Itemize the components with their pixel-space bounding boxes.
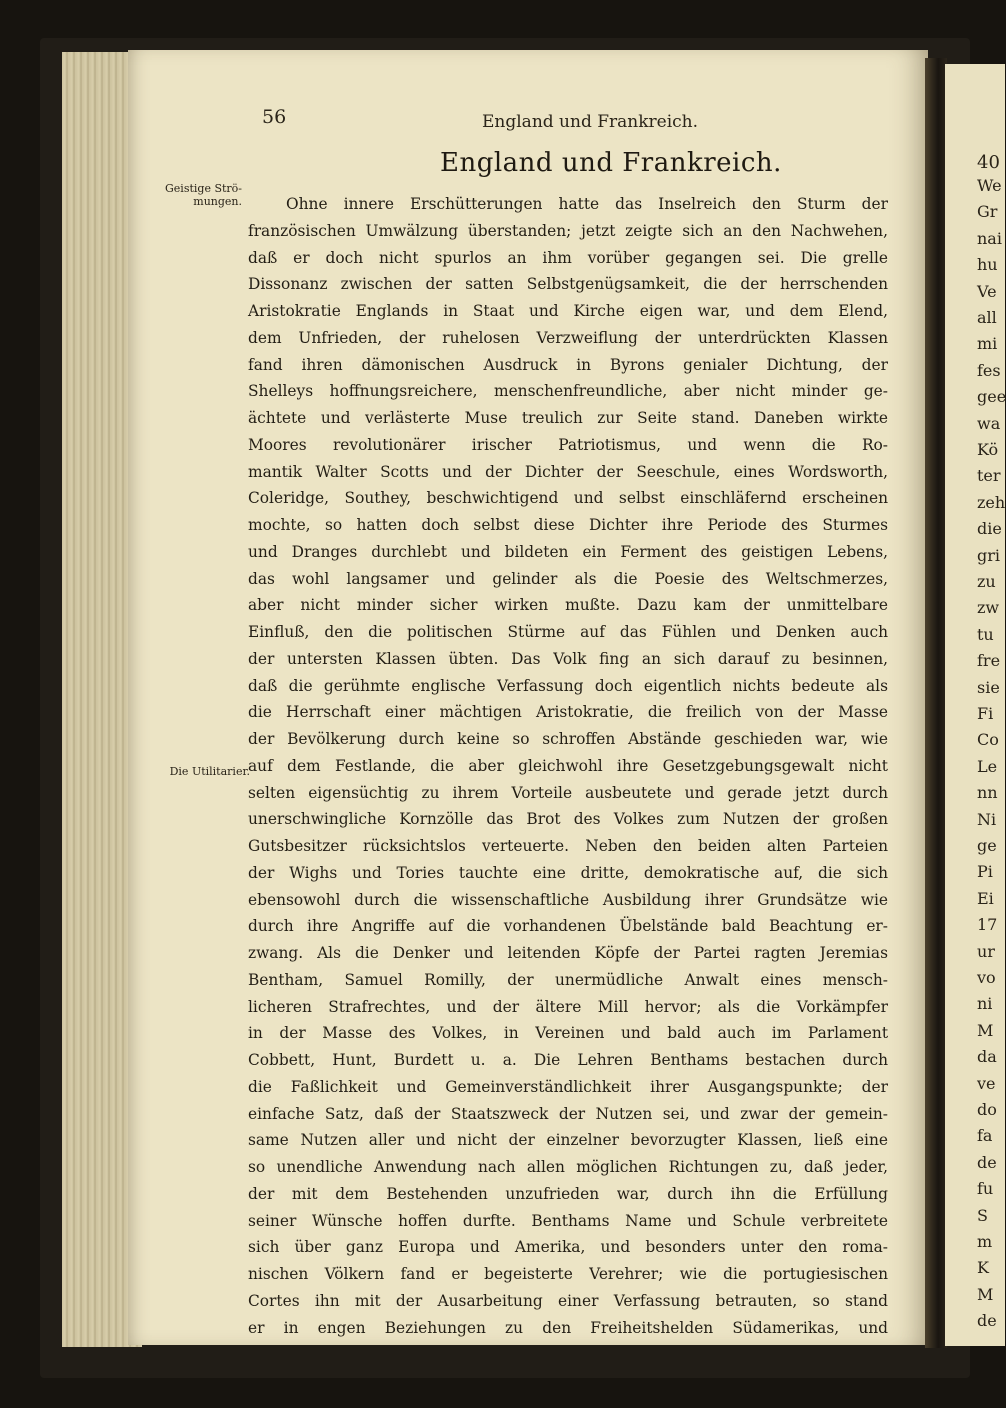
text-line: seiner Wünsche hoffen durfte. Benthams Name und Schule verbreitete [248, 1211, 888, 1230]
next-page-fragment: ur [977, 941, 995, 961]
next-page-fragment: ve [977, 1073, 996, 1093]
next-page-fragment: Pi [977, 862, 993, 882]
next-page-fragment: Co [977, 730, 999, 750]
page-number: 56 [262, 106, 287, 128]
next-page-fragment: 17 [977, 915, 998, 935]
text-line: einfache Satz, daß der Staatszweck der Nutzen sei, und zwar der gemein- [248, 1104, 888, 1123]
chapter-title: England und Frankreich. [440, 148, 782, 178]
text-line: er in engen Beziehungen zu den Freiheitshelden Südamerikas, und [248, 1318, 888, 1337]
text-line: same Nutzen aller und nicht der einzelner bevorzugter Klassen, ließ eine [248, 1131, 888, 1150]
next-page-fragment: M [977, 1284, 994, 1304]
text-line: ebensowohl durch die wissenschaftliche Ausbildung ihrer Grundsätze wie [248, 890, 888, 909]
text-line: zwang. Als die Denker und leitenden Köpfe der Partei ragten Jeremias [248, 944, 888, 962]
next-page-fragment: zw [977, 598, 1000, 618]
text-line: auf dem Festlande, die aber gleichwohl ihre Gesetzgebungsgewalt nicht [248, 756, 888, 775]
text-line: Ohne innere Erschütterungen hatte das Inselreich den Sturm der [286, 195, 888, 213]
text-line: der mit dem Bestehenden unzufrieden war, durch ihn die Erfüllung [248, 1184, 888, 1203]
text-line: mochte, so hatten doch selbst diese Dichter ihre Periode des Sturmes [248, 516, 888, 534]
text-line: Cortes ihn mit der Ausarbeitung einer Verfassung betrauten, so stand [248, 1291, 888, 1310]
text-line: Shelleys hoffnungsreichere, menschenfreundliche, aber nicht minder ge- [248, 382, 888, 401]
text-line: dem Unfrieden, der ruhelosen Verzweiflung der unterdrückten Klassen [248, 328, 888, 347]
text-line: Gutsbesitzer rücksichtslos verteuerte. Neben den beiden alten Parteien [248, 837, 888, 855]
next-page-fragment: K [977, 1258, 989, 1278]
text-line: daß er doch nicht spurlos an ihm vorüber gegangen sei. Die grelle [248, 248, 888, 267]
text-line: nischen Völkern fand er begeisterte Verehrer; wie die portugiesischen [248, 1265, 888, 1283]
next-page-fragment: gee [977, 387, 1006, 407]
next-page-fragment: zeh [977, 492, 1006, 512]
next-page-fragment: Fi [977, 704, 994, 723]
text-line: aber nicht minder sicher wirken mußte. Dazu kam der unmittelbare [248, 596, 888, 615]
next-page-fragment: de [977, 1152, 997, 1172]
next-page-fragment: tu [977, 624, 994, 644]
text-line: Einfluß, den die politischen Stürme auf das Fühlen und Denken auch [248, 623, 888, 641]
next-page-fragment: nn [977, 783, 998, 803]
next-page-fragment: hu [977, 255, 998, 275]
text-line: so unendliche Anwendung nach allen möglichen Richtungen zu, daß jeder, [248, 1158, 888, 1176]
next-page-fragment: m [977, 1232, 993, 1251]
margin-note-geistige-stroemungen: Geistige Strö-mungen. [165, 182, 242, 208]
next-page-fragment: M [977, 1020, 994, 1040]
text-line: und Dranges durchlebt und bildeten ein Ferment des geistigen Lebens, [248, 542, 888, 561]
text-line: die Faßlichkeit und Gemeinverständlichkeit ihrer Ausgangspunkte; der [248, 1077, 888, 1096]
next-page-fragment: ni [977, 994, 993, 1014]
text-line: der untersten Klassen übten. Das Volk fing an sich darauf zu besinnen, [248, 649, 888, 668]
text-line: fand ihren dämonischen Ausdruck in Byrons genialer Dichtung, der [248, 355, 888, 374]
next-page-fragment: S [977, 1205, 988, 1225]
next-page-fragment: de [977, 1311, 997, 1331]
next-page-fragment: Ve [977, 281, 997, 301]
next-page-fragment: wa [977, 413, 1001, 433]
running-head: England und Frankreich. [482, 112, 699, 132]
next-page-fragment: sie [977, 677, 1000, 697]
text-line: ächtete und verlästerte Muse treulich zur Seite stand. Daneben wirkte [248, 409, 888, 427]
text-line: der Wighs und Tories tauchte eine dritte, demokratische auf, die sich [248, 863, 888, 882]
next-page-fragment: all [977, 308, 997, 327]
next-page-fragment: fre [977, 651, 1001, 671]
next-page-fragment: die [977, 519, 1002, 539]
next-page-fragment: Ni [977, 809, 997, 829]
text-line: der Bevölkerung durch keine so schroffen Abstände geschieden war, wie [248, 730, 888, 748]
text-line: Moores revolutionärer irischer Patriotismus, und wenn die Ro- [248, 435, 888, 454]
text-line: unerschwingliche Kornzölle das Brot des Volkes zum Nutzen der großen [248, 810, 888, 829]
next-page-fragment: gri [977, 545, 1001, 565]
next-page-fragment: mi [977, 334, 998, 354]
next-page-fragment: zu [977, 572, 996, 591]
text-line: Aristokratie Englands in Staat und Kirche eigen war, und dem Elend, [248, 302, 888, 320]
text-line: französischen Umwälzung überstanden; jetzt zeigte sich an den Nachwehen, [248, 221, 888, 240]
text-line: licheren Strafrechtes, und der ältere Mill hervor; als die Vorkämpfer [248, 997, 888, 1016]
next-page-fragment: Ei [977, 888, 994, 908]
text-line: das wohl langsamer und gelinder als die Poesie des Weltschmerzes, [248, 569, 888, 588]
next-page-fragment: do [977, 1100, 997, 1119]
next-page-fragment: We [977, 176, 1002, 195]
text-line: die Herrschaft einer mächtigen Aristokratie, die freilich von der Masse [248, 703, 888, 722]
text-line: in der Masse des Volkes, in Vereinen und bald auch im Parlament [248, 1024, 888, 1043]
next-page-fragment: Le [977, 756, 998, 776]
text-line: Cobbett, Hunt, Burdett u. a. Die Lehren Benthams bestachen durch [248, 1051, 888, 1069]
next-page-fragment: Gr [977, 202, 998, 222]
right-page [945, 64, 1005, 1346]
next-page-fragment: Kö [977, 440, 999, 459]
text-line: Dissonanz zwischen der satten Selbstgenügsamkeit, die der herrschenden [248, 275, 888, 294]
next-page-fragment: fa [977, 1126, 993, 1146]
body-text [248, 191, 888, 1341]
text-line: Coleridge, Southey, beschwichtigend und selbst einschläfernd erscheinen [248, 489, 888, 508]
text-line: Bentham, Samuel Romilly, der unermüdliche Anwalt eines mensch- [248, 970, 888, 989]
text-line: sich über ganz Europa und Amerika, und besonders unter den roma- [248, 1238, 888, 1257]
margin-note-utilitarier: Die Utilitarier. [169, 765, 250, 778]
text-line: daß die gerühmte englische Verfassung doch eigentlich nichts bedeute als [248, 676, 888, 695]
next-page-number: 40 [977, 152, 1000, 173]
next-page-fragment: fes [977, 360, 1001, 380]
next-page-fragment: nai [977, 228, 1002, 248]
text-line: mantik Walter Scotts und der Dichter der Seeschule, eines Wordsworth, [248, 462, 888, 481]
next-page-fragment: da [977, 1047, 997, 1067]
next-page-fragment: fu [977, 1179, 994, 1199]
next-page-fragment: vo [977, 968, 996, 987]
next-page-fragment: ge [977, 836, 997, 855]
text-line: durch ihre Angriffe auf die vorhandenen Übelstände bald Beachtung er- [248, 917, 888, 936]
next-page-fragment: ter [977, 466, 1001, 486]
text-line: selten eigensüchtig zu ihrem Vorteile ausbeutete und gerade jetzt durch [248, 783, 888, 802]
book-gutter [925, 58, 947, 1348]
